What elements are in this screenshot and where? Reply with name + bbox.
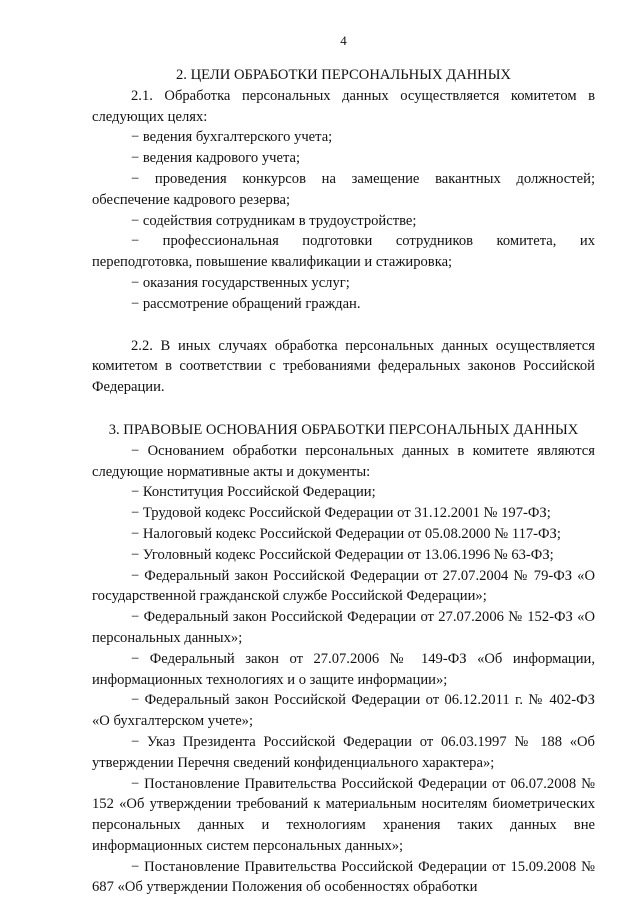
list-item: − Федеральный закон Российской Федерации от 06.12.2011 г. № 402-ФЗ «О бухгалтерском учете»; bbox=[92, 692, 595, 730]
list-item: − Трудовой кодекс Российской Федерации от 31.12.2001 № 197-ФЗ; bbox=[131, 505, 551, 522]
spacer bbox=[92, 398, 595, 420]
list-item: − профессиональная подготовки сотрудников комитета, их переподготовка, повышение квалификации и стажировка; bbox=[92, 233, 595, 271]
list-item: − Указ Президента Российской Федерации от 06.03.1997 № 188 «Об утверждении Перечня сведений конфиденциального характера»; bbox=[92, 733, 595, 771]
list-item: − Постановление Правительства Российской Федерации от 06.07.2008 № 152 «Об утверждении требований к материальным носителям биометрических персональных данных и технологиям хранения таких данных вне информационных систем персональных данных»; bbox=[92, 775, 595, 854]
section-3-title: 3. ПРАВОВЫЕ ОСНОВАНИЯ ОБРАБОТКИ ПЕРСОНАЛЬНЫХ ДАННЫХ bbox=[108, 421, 579, 438]
document-page bbox=[92, 33, 595, 898]
list-item: − рассмотрение обращений граждан. bbox=[131, 295, 361, 312]
list-item: − ведения бухгалтерского учета; bbox=[131, 129, 333, 146]
list-item: − Федеральный закон Российской Федерации от 27.07.2004 № 79-ФЗ «О государственной гражданской службе Российской Федерации»; bbox=[92, 567, 595, 605]
list-item: − Федеральный закон Российской Федерации от 27.07.2006 № 152-ФЗ «О персональных данных»; bbox=[92, 609, 595, 646]
section-3-intro: − Основанием обработки персональных данных в комитете являются следующие нормативные акты и документы: bbox=[92, 442, 595, 480]
list-item: − Федеральный закон от 27.07.2006 № 149-ФЗ «Об информации, информационных технологиях и о защите информации»; bbox=[92, 650, 595, 688]
section-2-title: 2. ЦЕЛИ ОБРАБОТКИ ПЕРСОНАЛЬНЫХ ДАННЫХ bbox=[176, 67, 511, 83]
page-number: 4 bbox=[340, 33, 347, 48]
section-2-intro: 2.1. Обработка персональных данных осуществляется комитетом в следующих целях: bbox=[92, 87, 595, 125]
spacer bbox=[92, 315, 595, 336]
list-item: − содействия сотрудникам в трудоустройстве; bbox=[131, 212, 417, 229]
list-item: − Конституция Российской Федерации; bbox=[131, 484, 376, 501]
list-item: − проведения конкурсов на замещение вакантных должностей; обеспечение кадрового резерва; bbox=[92, 170, 595, 208]
list-item: − Постановление Правительства Российской Федерации от 15.09.2008 № 687 «Об утверждении Положения об особенностях обработки bbox=[92, 858, 595, 896]
list-item: − Уголовный кодекс Российской Федерации от 13.06.1996 № 63-ФЗ; bbox=[131, 546, 554, 563]
list-item: − Налоговый кодекс Российской Федерации от 05.08.2000 № 117-ФЗ; bbox=[131, 525, 561, 542]
list-item: − ведения кадрового учета; bbox=[131, 150, 301, 167]
list-item: − оказания государственных услуг; bbox=[131, 274, 350, 291]
paragraph-2-2: 2.2. В иных случаях обработка персональных данных осуществляется комитетом в соответствии с требованиями федеральных законов Российской Федерации. bbox=[92, 337, 595, 396]
